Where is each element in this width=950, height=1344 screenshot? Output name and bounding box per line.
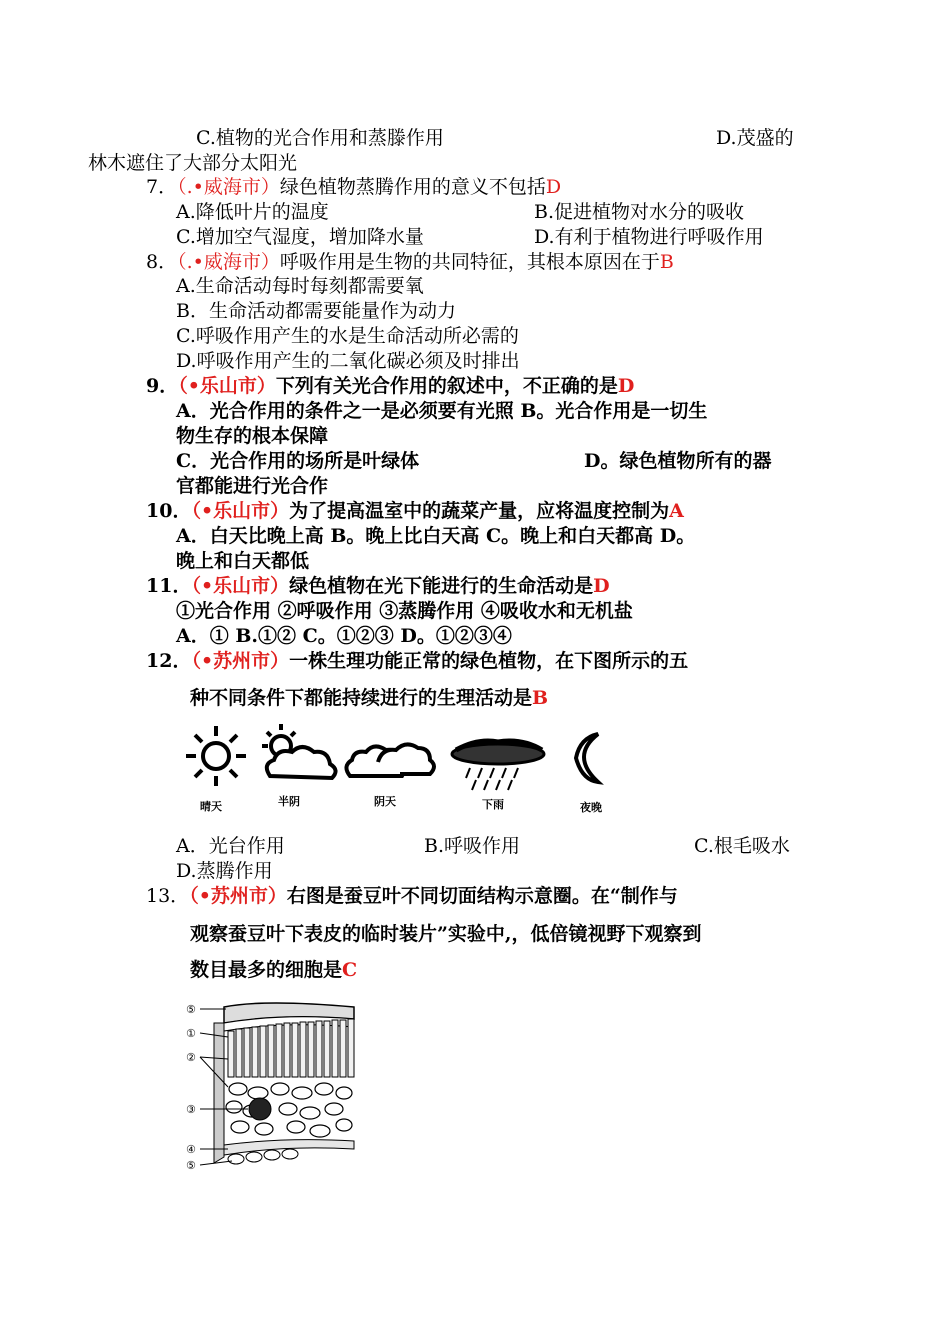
q9-options-line-2: 物生存的根本保障 (176, 425, 329, 447)
leaf-layer-label: ① (186, 1027, 196, 1040)
question-source: （•苏州市） (189, 885, 287, 907)
question-8 (146, 250, 674, 274)
q6-option-c: C.植物的光合作用和蒸滕作用 (196, 127, 444, 149)
leaf-layer-label: ② (186, 1051, 196, 1064)
question-11 (146, 574, 610, 598)
answer-key: B (532, 687, 549, 709)
q11-items: ①光合作用 ②呼吸作用 ③蒸腾作用 ④吸收水和无机盐 (176, 600, 633, 622)
q10-options-line-2: 晚上和白天都低 (176, 550, 310, 572)
leaf-section-figure (184, 997, 366, 1175)
answer-key: D (545, 176, 562, 198)
question-12 (146, 649, 688, 673)
weather-label: 下雨 (482, 798, 504, 811)
q9-options-line-1: A．光合作用的条件之一是必须要有光照 B。光合作用是一切生 (176, 400, 708, 422)
question-13-stem-cont: 观察蚕豆叶下表皮的临时装片”实验中,，低倍镜视野下观察到 (190, 923, 702, 945)
question-source: （•乐山市） (178, 375, 276, 397)
q12-option-a: A．光台作用 (176, 835, 285, 857)
question-10 (146, 499, 684, 523)
q8-option-c: C.呼吸作用产生的水是生命活动所必需的 (176, 325, 519, 347)
question-9 (146, 374, 634, 398)
answer-key: D (617, 375, 635, 397)
q7-option-d: D.有利于植物进行呼吸作用 (534, 226, 764, 248)
q11-options: A．① B.①② C。①②③ D。①②③④ (176, 625, 512, 647)
question-13-stem-cont-2 (190, 958, 357, 982)
weather-label: 阴天 (374, 795, 396, 808)
question-number: 9． (146, 375, 179, 397)
leaf-layer-label: ⑤ (186, 1159, 196, 1172)
q7-option-c: C.增加空气湿度，增加降水量 (176, 226, 424, 248)
question-stem: 下列有关光合作用的叙述中，不正确的是 (275, 375, 618, 397)
question-number: 8． (146, 251, 178, 273)
question-source: （•苏州市） (191, 650, 290, 672)
question-source: （.•威海市） (177, 176, 280, 198)
question-stem: 绿色植物蒸腾作用的意义不包括 (279, 176, 546, 198)
q9-option-d: D。绿色植物所有的器 (584, 450, 772, 472)
weather-label: 夜晚 (580, 801, 602, 814)
question-stem: 绿色植物在光下能进行的生命活动是 (289, 575, 594, 597)
q6-option-d: D.茂盛的 (716, 127, 794, 149)
q12-option-b: B.呼吸作用 (424, 835, 521, 857)
question-source: （•乐山市） (191, 575, 290, 597)
question-stem: 种不同条件下都能持续进行的生理活动是 (190, 687, 533, 709)
leaf-layer-label: ③ (186, 1103, 196, 1116)
question-stem: 为了提高温室中的蔬菜产量，应将温度控制为 (289, 500, 670, 522)
q7-option-a: A.降低叶片的温度 (176, 201, 329, 223)
question-number: 11． (146, 575, 192, 597)
q12-option-c: C.根毛吸水 (694, 835, 790, 857)
weather-conditions-figure (178, 718, 648, 816)
question-7 (146, 175, 561, 199)
question-stem: 一株生理功能正常的绿色植物，在下图所示的五 (289, 650, 689, 672)
q8-option-d: D.呼吸作用产生的二氧化碳必须及时排出 (176, 350, 520, 372)
question-source: （•乐山市） (191, 500, 290, 522)
q7-option-b: B.促进植物对水分的吸收 (534, 201, 745, 223)
weather-label: 晴天 (200, 800, 222, 813)
leaf-layer-label: ⑤ (186, 1003, 196, 1016)
question-number: 12． (146, 650, 192, 672)
question-stem: 呼吸作用是生物的共同特征，其根本原因在于 (279, 251, 660, 273)
answer-key: A (669, 500, 684, 522)
answer-key: D (593, 575, 610, 597)
q8-option-b: B．生命活动都需要能量作为动力 (176, 300, 456, 322)
q10-options-line-1: A．白天比晚上高 B。晚上比白天高 C。晚上和白天都高 D。 (176, 525, 696, 547)
question-12-stem-cont (190, 686, 548, 710)
question-13 (146, 884, 678, 908)
q8-option-a: A.生命活动每时每刻都需要氧 (176, 275, 424, 297)
question-stem: 数目最多的细胞是 (190, 959, 343, 981)
q12-option-d: D.蒸腾作用 (176, 860, 273, 882)
question-number: 7． (146, 176, 178, 198)
question-source: （.•威海市） (177, 251, 280, 273)
answer-key: B (659, 251, 674, 273)
weather-label: 半阴 (278, 795, 300, 808)
answer-key: C (342, 959, 358, 981)
leaf-layer-label: ④ (186, 1143, 196, 1156)
q6-option-d-cont: 林木遮住了大部分太阳光 (88, 152, 298, 174)
question-stem: 右图是蚕豆叶不同切面结构示意圈。在“制作与 (286, 885, 678, 907)
question-number: 10． (146, 500, 192, 522)
q9-option-c: C．光合作用的场所是叶绿体 (176, 450, 420, 472)
q9-options-line-4: 官都能进行光合作 (176, 475, 329, 497)
question-number: 13． (146, 885, 190, 907)
